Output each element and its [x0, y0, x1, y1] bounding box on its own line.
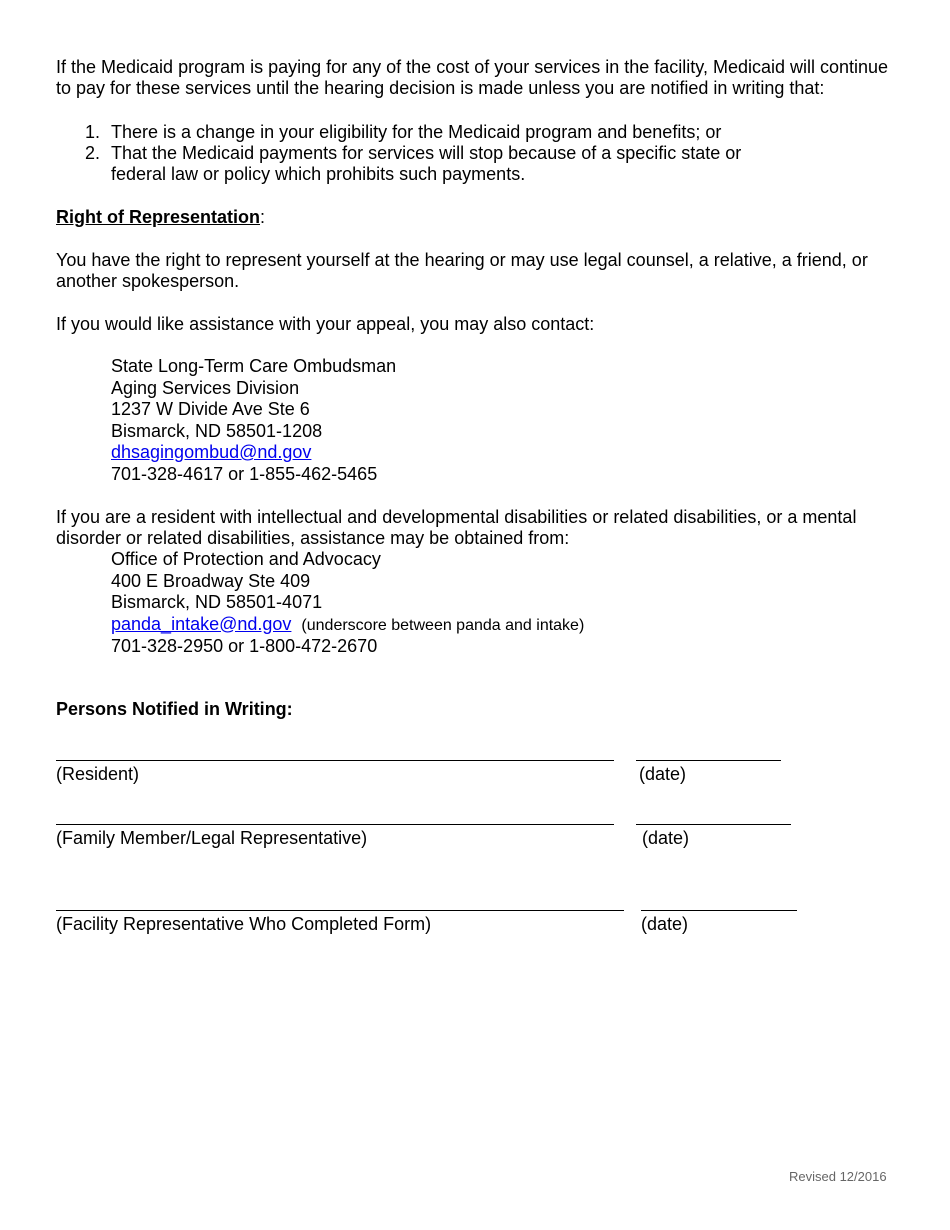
- ombudsman-city: Bismarck, ND 58501-1208: [111, 420, 323, 441]
- email-note: (underscore between panda and intake): [301, 616, 585, 634]
- list-number: 2.: [85, 143, 101, 163]
- representation-heading: Right of Representation: [56, 207, 261, 227]
- advocacy-street: 400 E Broadway Ste 409: [111, 570, 311, 591]
- advocacy-phone: 701-328-2950 or 1-800-472-2670: [111, 636, 378, 656]
- family-signature-line: [56, 824, 614, 825]
- ombudsman-street: 1237 W Divide Ave Ste 6: [111, 399, 310, 419]
- representation-paragraph: You have the right to represent yourself at the hearing or may use legal counsel, a relative, a friend, or another spokesperson.: [56, 250, 868, 291]
- representation-heading-line: [56, 207, 896, 228]
- advocacy-city: Bismarck, ND 58501-4071: [111, 592, 323, 612]
- family-date-line: [636, 824, 791, 825]
- facility-date-line: [641, 910, 797, 911]
- advocacy-address-block: [111, 549, 584, 658]
- facility-signature-line: [56, 910, 624, 911]
- facility-date-label: (date): [641, 914, 689, 934]
- ombudsman-email-link[interactable]: dhsagingombud@nd.gov: [111, 442, 312, 462]
- resident-label: (Resident): [56, 764, 140, 784]
- resident-date-line: [636, 760, 781, 761]
- ombudsman-address-block: [111, 356, 396, 485]
- disability-paragraph: If you are a resident with intellectual and developmental disabilities or related disabilities, or a mental disorder or related disabilities, assistance may be obtained from:: [56, 507, 857, 548]
- list-text: That the Medicaid payments for services will stop because of a specific state or federal law or policy which prohibits such payments.: [111, 143, 742, 184]
- resident-signature-line: [56, 760, 614, 761]
- list-item: [85, 122, 845, 143]
- ombudsman-division: Aging Services Division: [111, 377, 300, 398]
- notified-heading: Persons Notified in Writing:: [56, 699, 293, 719]
- ombudsman-phone: 701-328-4617 or 1-855-462-5465: [111, 463, 378, 484]
- facility-label: (Facility Representative Who Completed Form): [56, 914, 432, 934]
- list-number: 1.: [85, 122, 101, 142]
- medicaid-paragraph: If the Medicaid program is paying for any of the cost of your services in the facility, Medicaid will continue to pay for these services until the hearing decision is made unless you are notified in writing that:: [56, 57, 889, 98]
- advocacy-email-link[interactable]: panda_intake@nd.gov: [111, 613, 292, 634]
- list-text: There is a change in your eligibility for the Medicaid program and benefits; or: [111, 122, 722, 142]
- ombudsman-name: State Long-Term Care Ombudsman: [111, 356, 397, 376]
- family-date-label: (date): [642, 828, 690, 848]
- advocacy-name: Office of Protection and Advocacy: [111, 549, 381, 569]
- revision-date: Revised 12/2016: [789, 1169, 887, 1184]
- family-label: (Family Member/Legal Representative): [56, 828, 368, 848]
- resident-date-label: (date): [639, 764, 687, 784]
- list-item: [85, 143, 845, 185]
- heading-colon: :: [260, 207, 266, 227]
- assistance-intro: If you would like assistance with your appeal, you may also contact:: [56, 314, 595, 334]
